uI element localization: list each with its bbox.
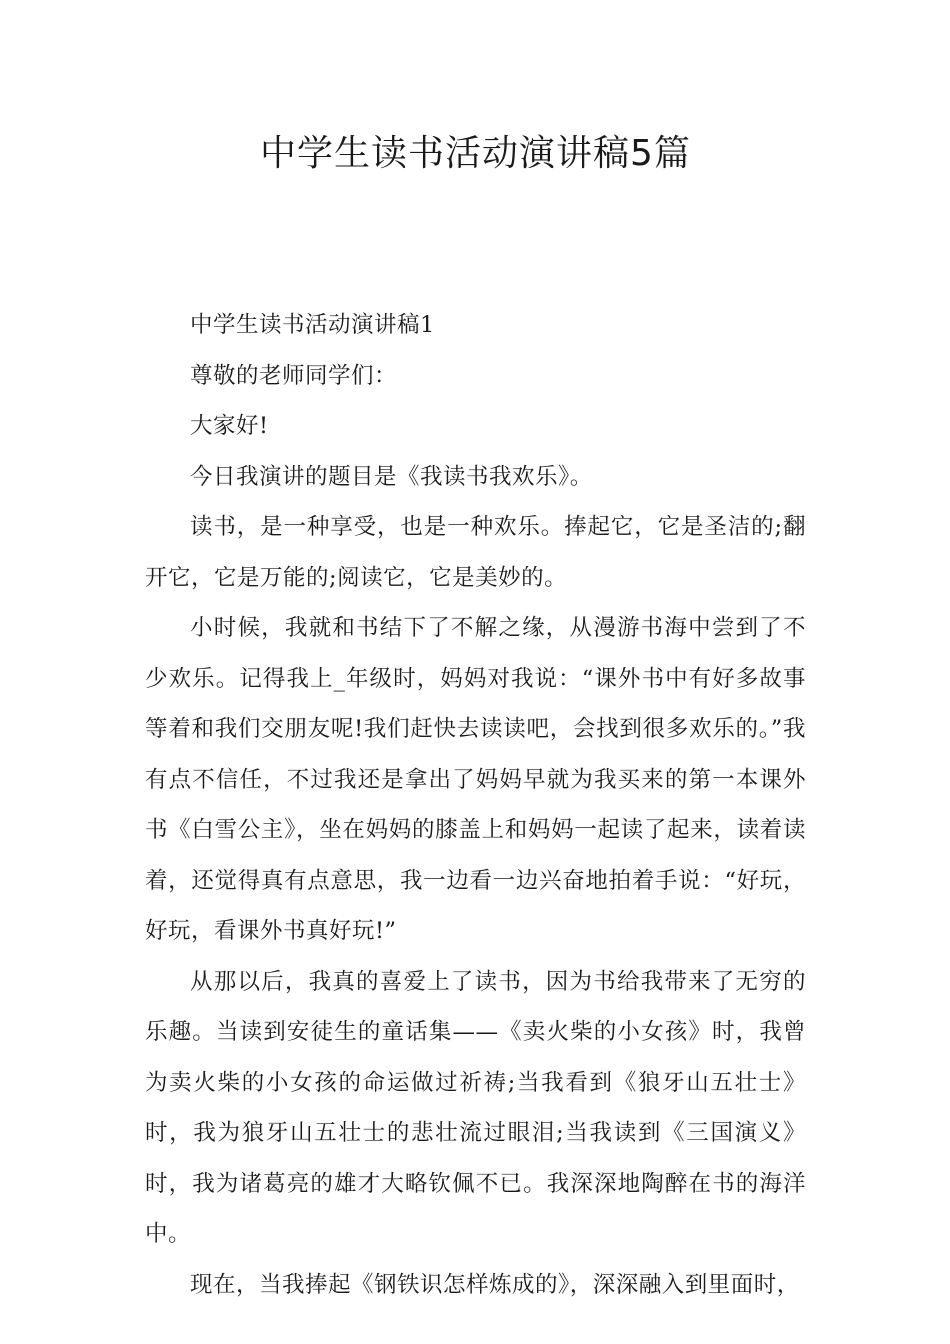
document-title: 中学生读书活动演讲稿5篇 xyxy=(260,133,691,174)
paragraph-greeting: 大家好! xyxy=(190,413,269,439)
paragraph-salutation: 尊敬的老师同学们： xyxy=(190,362,398,389)
paragraph-body: 小时候，我就和书结下了不解之缘，从漫游书海中尝到了不少欢乐。记得我上_年级时，妈妈对我说：“课外书中有好多故事等着和我们交朋友呢!我们赶快去读读吧，会找到很多欢乐的。”我有点不信任，不过我还是拿出了妈妈早就为我买来的第一本课外书《白雪公主》，坐在妈妈的膝盖上和妈妈一起读了起来，读着读着，还觉得真有点意思，我一边看一边兴奋地拍着手说：“好玩，好玩，看课外书真好玩!” xyxy=(145,615,806,944)
paragraph-heading: 中学生读书活动演讲稿1 xyxy=(190,312,435,338)
paragraph-body: 读书，是一种享受，也是一种欢乐。捧起它，它是圣洁的;翻开它，它是万能的;阅读它，它是美妙的。 xyxy=(145,514,806,591)
paragraph-topic: 今日我演讲的题目是《我读书我欢乐》。 xyxy=(190,463,593,490)
document-body xyxy=(145,300,806,1310)
paragraph-body: 从那以后，我真的喜爱上了读书，因为书给我带来了无穷的乐趣。当读到安徒生的童话集——《卖火柴的小女孩》时，我曾为卖火柴的小女孩的命运做过祈祷;当我看到《狼牙山五壮士》时，我为狼牙山五壮士的悲壮流过眼泪;当我读到《三国演义》时，我为诸葛亮的雄才大略钦佩不已。我深深地陶醉在书的海洋中。 xyxy=(145,968,806,1247)
paragraph-body: 现在，当我捧起《钢铁识怎样炼成的》，深深融入到里面时， xyxy=(190,1271,800,1298)
